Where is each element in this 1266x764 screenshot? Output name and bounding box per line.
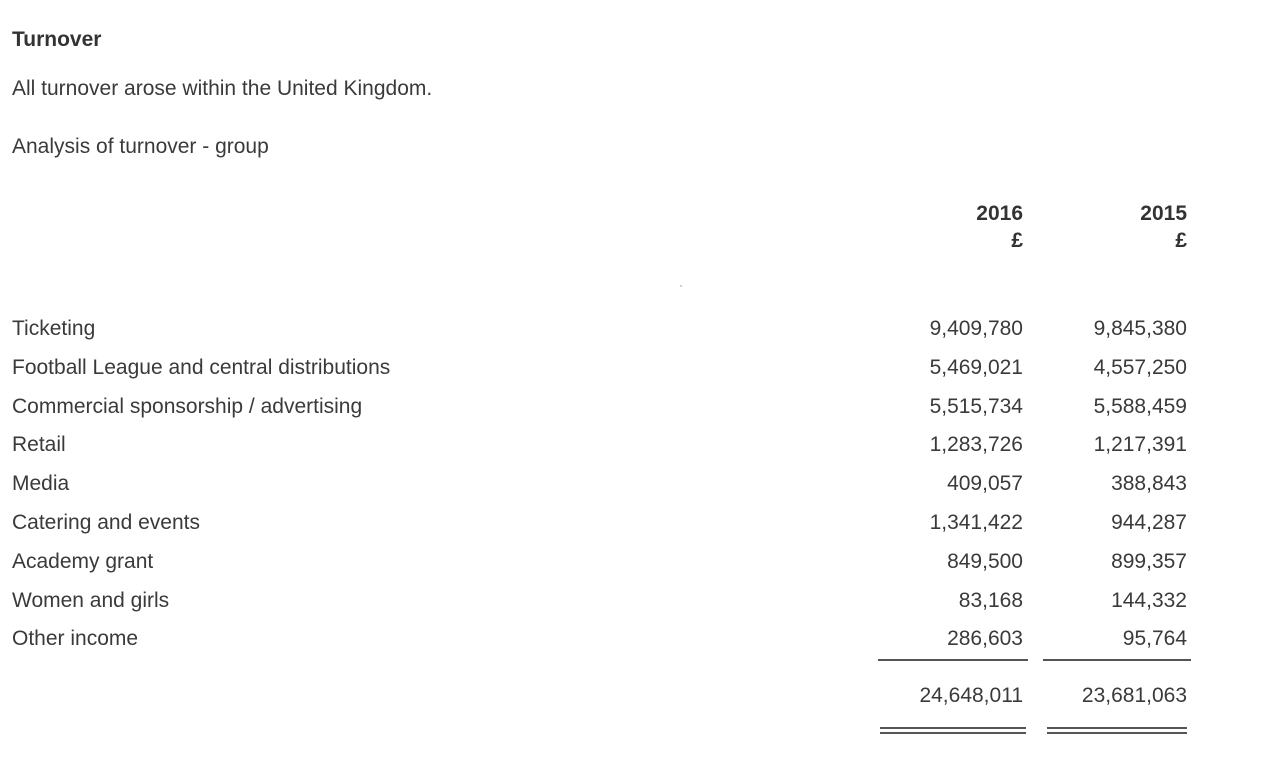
column-currency: £ xyxy=(1175,229,1187,252)
table-row xyxy=(12,507,1192,546)
total-2016: 24,648,011 xyxy=(919,684,1023,707)
value-2016: 83,168 xyxy=(958,588,1023,612)
table-row xyxy=(12,352,1192,391)
value-2015: 899,357 xyxy=(1111,549,1187,573)
value-2015: 5,588,459 xyxy=(1093,394,1187,418)
value-2015: 144,332 xyxy=(1111,588,1187,612)
intro-text: All turnover arose within the United Kingdom. xyxy=(12,77,433,100)
row-label: Retail xyxy=(12,433,66,457)
table-row xyxy=(12,391,1192,430)
value-2015: 4,557,250 xyxy=(1093,355,1187,379)
value-2016: 1,341,422 xyxy=(929,510,1023,534)
value-2016: 409,057 xyxy=(947,472,1023,496)
column-header-2015 xyxy=(1037,200,1187,254)
value-2016: 849,500 xyxy=(947,549,1023,573)
table-row xyxy=(12,468,1192,507)
row-label: Football League and central distributions xyxy=(12,355,391,379)
scan-speck xyxy=(680,285,682,287)
value-2016: 286,603 xyxy=(947,627,1023,651)
value-2015: 9,845,380 xyxy=(1093,317,1187,340)
value-2015: 944,287 xyxy=(1111,510,1187,534)
row-label: Women and girls xyxy=(12,588,170,612)
section-heading: Turnover xyxy=(12,28,102,51)
column-header-2016 xyxy=(873,200,1023,254)
table-row xyxy=(12,546,1192,585)
table-row xyxy=(12,429,1192,468)
subtotal-rule-2015 xyxy=(1043,659,1191,661)
row-label: Academy grant xyxy=(12,549,154,573)
table-caption: Analysis of turnover - group xyxy=(12,135,269,158)
value-2015: 95,764 xyxy=(1122,627,1187,651)
value-2015: 388,843 xyxy=(1111,472,1187,496)
total-double-rule-2015 xyxy=(1047,727,1187,734)
row-label: Commercial sponsorship / advertising xyxy=(12,394,363,418)
table-row xyxy=(12,585,1192,624)
total-double-rule-2016 xyxy=(880,727,1026,734)
turnover-table xyxy=(12,313,1192,662)
row-label: Other income xyxy=(12,627,139,651)
value-2016: 9,409,780 xyxy=(929,317,1023,340)
value-2015: 1,217,391 xyxy=(1093,433,1187,457)
row-label: Ticketing xyxy=(12,317,96,340)
subtotal-rule-2016 xyxy=(878,659,1028,661)
column-year: 2015 xyxy=(1140,202,1187,225)
row-label: Media xyxy=(12,472,70,496)
value-2016: 5,469,021 xyxy=(929,355,1023,379)
table-row xyxy=(12,313,1192,352)
table-row xyxy=(12,623,1192,662)
value-2016: 1,283,726 xyxy=(929,433,1023,457)
total-2015: 23,681,063 xyxy=(1081,684,1187,707)
column-year: 2016 xyxy=(976,202,1023,225)
value-2016: 5,515,734 xyxy=(929,394,1023,418)
row-label: Catering and events xyxy=(12,510,200,534)
column-currency: £ xyxy=(1011,229,1023,252)
